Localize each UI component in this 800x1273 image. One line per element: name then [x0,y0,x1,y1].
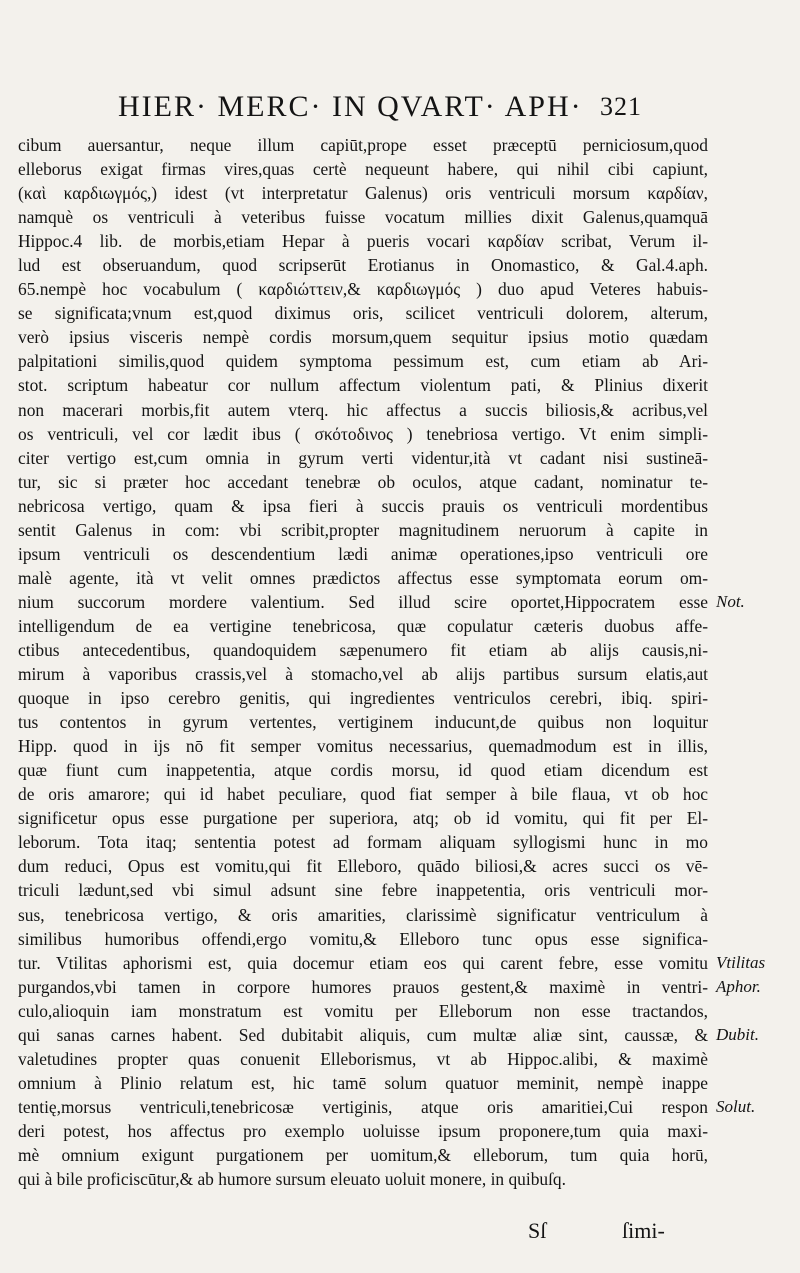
text-line: (καὶ καρδιωγμός,) idest (vt interpretatur Galenus) oris ventriculi morsum καρδίαν, [18,183,708,204]
text-line: 65.nempè hoc vocabulum ( καρδιώττειν,& καρδιωγμός ) duo apud Veteres habuis- [18,279,708,300]
text-line: culo,alioquin iam monstratum est vomitu per Elleborum non esse tractandos, [18,1000,708,1021]
signature-mark: Sſ [528,1218,547,1243]
text-line: verò ipsius visceris nempè cordis morsum,quem sequitur ipsius motio quædam [18,327,708,348]
text-line: tur, sic si præter hoc accedant tenebræ ob oculos, atque cadant, nominatur te- [18,471,708,492]
text-line: tus contentos in gyrum vertentes, vertiginem inducunt,de quibus non loquitur [18,712,708,733]
marginal-note: Dubit. [716,1024,759,1044]
page-header [118,90,678,124]
text-line: mè omnium exigunt purgationem per uomitum,& elleborum, tum quia horū, [18,1144,708,1165]
text-line: significetur opus esse purgatione per superiora, atq; ob id vomitu, qui fit per El- [18,808,708,829]
text-line: lud est obseruandum, quod scripserūt Erotianus in Onomastico, & Gal.4.aph. [18,255,708,276]
marginal-note: Aphor. [716,976,761,996]
text-line: ipsum ventriculi os descendentium lædi animæ operationes,ipso ventriculi ore [18,543,708,564]
text-line: se significata;vnum est,quod diximus oris, scilicet ventriculi dolorem, alterum, [18,303,708,324]
text-line: nebricosa vertigo, quam & ipsa fieri à succis prauis os ventriculi mordentibus [18,495,708,516]
text-line: dum reduci, Opus est vomitu,qui fit Elleboro, quādo biliosi,& acres succi os vē- [18,856,708,877]
marginal-note: Solut. [716,1097,756,1116]
text-line: non macerari morbis,fit autem vterq. hic affectus a succis biliosis,& acribus,vel [18,399,708,420]
text-line: leborum. Tota itaq; sententia potest ad formam aliquam syllogismi hunc in mo [18,832,708,853]
text-line: citer vertigo est,cum omnia in gyrum verti videntur,ità vt cadant nisi sustineā- [18,447,708,468]
text-line: nium succorum mordere valentium. Sed illud scire oportet,Hippocratem esse [18,591,708,612]
text-line: tur. Vtilitas aphorismi est, quia docemur etiam eos qui carent febre, esse vomitu [18,952,708,973]
text-line: mirum à vaporibus crassis,vel à stomacho,vel ab alijs partibus sursum elatis,aut [18,664,708,685]
text-line: tentię,morsus ventriculi,tenebricosæ vertiginis, atque oris amaritiei,Cui respon [18,1096,708,1117]
text-line: namquè os ventriculi à veteribus fuisse vocatum millies dixit Galenus,quamquā [18,207,708,228]
text-line: elleborus exigat firmas vires,quas certè nequeunt habere, qui nihil cibi capiunt, [18,159,708,180]
text-line: similibus humoribus offendi,ergo vomitu,& Elleboro tunc opus esse significa- [18,928,708,949]
text-line: intelligendum de ea vertigine tenebricosa, quæ copulatur cæteris duobus affe- [18,615,708,636]
text-line: malè agente, ità vt velit omnes prædictos affectus esse symptomata eorum om- [18,567,708,588]
catchword: ſimi- [622,1218,665,1243]
text-line: purgandos,vbi tamen in corpore humores prauos gestent,& maximè in ventri- [18,976,708,997]
text-line: de oris amarore; qui id habet peculiare, quod fiat semper à bile flaua, vt ob hoc [18,784,708,805]
page-number: 321 [600,92,642,121]
text-line: omnium à Plinio relatum est, hic tamē solum quatuor meminit, nempè inappe [18,1072,708,1093]
text-line: sus, tenebricosa vertigo, & oris amarities, clarissimè significatur ventriculum à [18,904,708,925]
text-line: Hippoc.4 lib. de morbis,etiam Hepar à pueris vocari καρδίαν scribat, Verum il- [18,231,708,252]
text-line: os ventriculi, vel cor lædit ibus ( σκότοδινος ) tenebriosa vertigo. Vt enim simpli- [18,423,708,444]
text-line: valetudines propter quas conuenit Elleborismus, vt ab Hippoc.alibi, & maximè [18,1048,708,1069]
text-line: cibum auersantur, neque illum capiūt,prope esset præceptū perniciosum,quod [18,135,708,155]
marginal-note: Vtilitas [716,952,766,972]
text-line: qui à bile proficiscūtur,& ab humore sursum eleuato uoluit monere, in quibuſq. [18,1169,566,1190]
text-line: sentit Galenus in com: vbi scribit,propter magnitudinem neruorum à capite in [18,519,708,540]
text-line: qui sanas carnes habent. Sed dubitabit aliquis, cum multæ aliæ sint, caussæ, & [18,1024,708,1045]
text-line: quoque in ipso cerebro genitis, qui ingredientes ventriculos cerebri, ibiq. spiri- [18,688,708,709]
text-line: ctibus antecedentibus, quandoquidem sæpenumero fit etiam ab alijs causis,ni- [18,639,708,660]
text-line: quæ fiunt cum inappetentia, atque cordis morsu, id quod etiam dicendum est [18,760,708,781]
text-line: triculi lædunt,sed vbi simul adsunt sine febre inappetentia, oris ventriculi mor- [18,880,708,901]
text-line: palpitationi similis,quod quidem symptoma pessimum est, cum etiam ab Ari- [18,351,708,372]
text-line: stot. scriptum habeatur cor nullum affectum violentum pati, & Plinius dixerit [18,375,708,396]
running-title: HIER· MERC· IN QVART· APH· [118,90,583,123]
text-line: Hipp. quod in ijs nō fit semper vomitus necessarius, quemadmodum est in illis, [18,736,708,757]
marginal-note: Not. [716,591,745,611]
body-text [18,133,708,1191]
text-line: deri potest, hos affectus pro exemplo uoluisse ipsum proponere,tum quia maxi- [18,1120,708,1141]
